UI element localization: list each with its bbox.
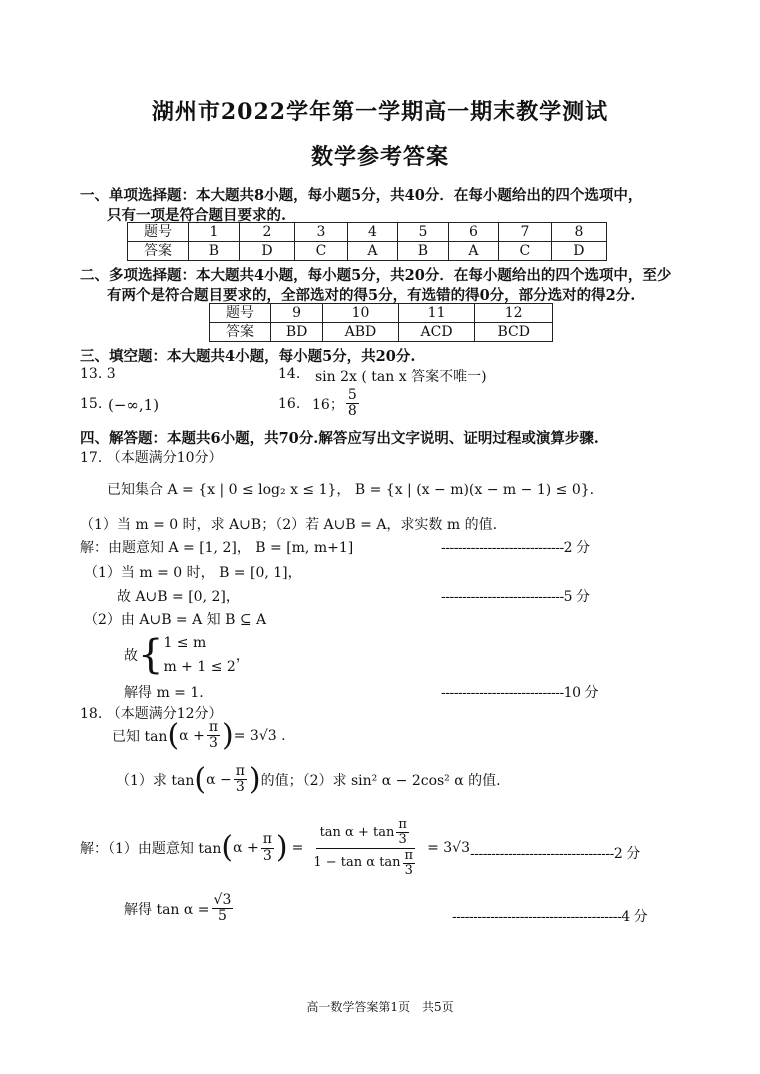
section1-heading-cont: 只有一项是符合题目要求的.	[107, 207, 287, 224]
answer-14-number: 14.	[278, 366, 301, 382]
section3-heading: 三、填空题：本大题共4小题，每小题5分，共20分.	[80, 348, 416, 365]
tangent-sum-fraction	[309, 818, 421, 878]
row-label-num: 题号	[128, 223, 189, 242]
table-row	[210, 304, 553, 323]
score-marker: -----------------------------5 分	[441, 589, 590, 605]
answer-16-number: 16.	[278, 396, 301, 412]
pi-over-3	[234, 764, 247, 796]
q17-solution-line2: （1）当 m = 0 时， B = [0, 1]，	[84, 565, 302, 581]
q18-solution-line1	[80, 818, 470, 878]
fraction-numerator: √3	[213, 892, 232, 908]
fraction-denominator: 3	[235, 779, 245, 796]
section1-answer-table	[127, 222, 607, 261]
left-paren-icon: (	[221, 830, 234, 866]
page-subtitle: 数学参考答案	[310, 144, 449, 170]
table-cell: 2	[239, 223, 294, 242]
fraction-numerator: 5	[347, 387, 357, 403]
table-cell: 12	[475, 304, 553, 323]
left-brace-icon: {	[138, 632, 164, 678]
answer-15: (−∞,1)	[108, 396, 160, 414]
table-cell: C	[499, 242, 552, 261]
table-cell: 4	[347, 223, 397, 242]
page-footer: 高一数学答案第1页 共5页	[306, 1000, 454, 1014]
q17-system	[124, 631, 250, 679]
system-suffix: ，	[235, 648, 250, 664]
fraction-denominator: 3	[398, 832, 407, 848]
q18-given	[112, 717, 286, 753]
section2-answer-table	[209, 303, 553, 342]
q18-header: 18. （本题满分12分）	[80, 706, 223, 722]
table-cell: B	[189, 242, 240, 261]
fraction-numerator	[316, 818, 415, 849]
table-cell: BCD	[475, 323, 553, 342]
alpha-plus: α +	[179, 727, 205, 744]
system-line: 1 ≤ m	[163, 635, 207, 651]
table-cell: 1	[189, 223, 240, 242]
q17-given: 已知集合 A = {x | 0 ≤ log₂ x ≤ 1}， B = {x | (x − m)(x − m − 1) ≤ 0}.	[107, 482, 595, 498]
ask-suffix: 的值；（2）求 sin² α − 2cos² α 的值.	[260, 772, 501, 789]
left-paren-icon: (	[194, 761, 207, 797]
answer-13: 13. 3	[80, 366, 116, 382]
table-cell: ACD	[398, 323, 475, 342]
sqrt3-over-5	[212, 893, 234, 925]
fraction-denominator: 3	[262, 847, 272, 864]
answer-16-first: 16；	[312, 396, 344, 413]
section4-heading: 四、解答题：本题共6小题，共70分.解答应写出文字说明、证明过程或演算步骤.	[80, 430, 599, 447]
section1-heading: 一、单项选择题：本大题共8小题，每小题5分，共40分．在每小题给出的四个选项中，	[80, 187, 643, 204]
table-row	[128, 223, 607, 242]
pi-over-3	[261, 832, 274, 864]
pi-over-3	[207, 720, 220, 752]
table-cell: D	[551, 242, 606, 261]
score-marker: ----------------------------------2 分	[470, 846, 640, 862]
row-label-ans: 答案	[210, 323, 271, 342]
table-cell: D	[239, 242, 294, 261]
table-cell: 6	[448, 223, 498, 242]
score-marker: -----------------------------10 分	[441, 685, 598, 701]
fraction-numerator: π	[262, 831, 272, 848]
table-cell: 5	[397, 223, 448, 242]
fraction-denominator: 3	[404, 862, 413, 878]
fraction-numerator: π	[404, 847, 414, 863]
table-cell: 7	[499, 223, 552, 242]
fraction-denominator: 5	[217, 908, 227, 925]
q17-solution-line3: 故 A∪B = [0, 2]，	[117, 589, 240, 605]
q18-question	[116, 761, 501, 797]
solution2-prefix: 解得 tan α =	[124, 901, 210, 918]
system-prefix: 故	[124, 648, 138, 664]
table-cell: BD	[271, 323, 323, 342]
alpha-plus: α +	[233, 840, 259, 857]
score-marker: -----------------------------2 分	[441, 540, 590, 556]
pi-over-3	[403, 849, 416, 879]
row-label-ans: 答案	[128, 242, 189, 261]
fraction-numerator: π	[208, 719, 219, 735]
table-row	[128, 242, 607, 261]
right-paren-icon: )	[222, 717, 234, 753]
page-title: 湖州市2022学年第一学期高一期末教学测试	[151, 99, 609, 125]
table-cell: C	[295, 242, 348, 261]
right-paren-icon: )	[248, 761, 261, 797]
table-cell: 3	[295, 223, 348, 242]
table-cell: 8	[551, 223, 606, 242]
fraction-denominator	[309, 849, 421, 879]
system-lines	[163, 631, 235, 679]
q17-solution-result: 解得 m = 1.	[124, 685, 204, 701]
fraction-numerator: π	[235, 763, 245, 779]
section2-heading: 二、多项选择题：本大题共4小题，每小题5分，共20分．在每小题给出的四个选项中，至少	[80, 267, 672, 284]
q17-solution-line1: 解：由题意知 A = [1, 2]， B = [m, m+1]	[80, 540, 354, 556]
system-line: m + 1 ≤ 2	[163, 659, 236, 675]
table-cell: A	[448, 242, 498, 261]
solution-equals: = 3√3	[427, 840, 471, 857]
table-cell: 11	[398, 304, 475, 323]
left-paren-icon: (	[167, 717, 180, 753]
solution-prefix: 解：（1）由题意知 tan	[80, 841, 222, 858]
table-cell: 9	[271, 304, 323, 323]
numerator-text: tan α + tan	[319, 824, 395, 840]
given-suffix: = 3√3 .	[233, 727, 286, 744]
score-marker: ----------------------------------------4 分	[452, 909, 648, 925]
section2-heading-cont: 有两个是符合题目要求的，全部选对的得5分，有选错的得0分，部分选对的得2分.	[107, 287, 636, 304]
answer-15-number: 15.	[80, 396, 103, 412]
fraction-denominator: 3	[208, 735, 218, 752]
given-prefix: 已知 tan	[112, 728, 168, 745]
pi-over-3	[396, 818, 409, 848]
table-cell: A	[347, 242, 397, 261]
right-paren-icon: )	[275, 830, 288, 866]
denominator-text: 1 − tan α tan	[313, 855, 401, 871]
table-cell: B	[397, 242, 448, 261]
alpha-minus: α −	[206, 771, 232, 788]
answer-16	[312, 388, 361, 420]
answer-16-fraction	[346, 388, 359, 420]
fraction-numerator: π	[398, 817, 407, 832]
answer-14: sin 2x ( tan x 答案不唯一)	[315, 369, 487, 385]
ask-prefix: （1）求 tan	[116, 772, 195, 789]
q17-solution-line4: （2）由 A∪B = A 知 B ⊆ A	[84, 612, 267, 628]
equals-sign: =	[291, 840, 304, 857]
table-cell: 10	[323, 304, 399, 323]
row-label-num: 题号	[210, 304, 271, 323]
table-row	[210, 323, 553, 342]
q17-header: 17. （本题满分10分）	[80, 450, 223, 466]
table-cell: ABD	[323, 323, 399, 342]
fraction-denominator: 8	[347, 403, 357, 420]
q17-question: （1）当 m = 0 时，求 A∪B；（2）若 A∪B = A，求实数 m 的值.	[80, 517, 498, 533]
q18-solution-line2	[124, 893, 235, 925]
